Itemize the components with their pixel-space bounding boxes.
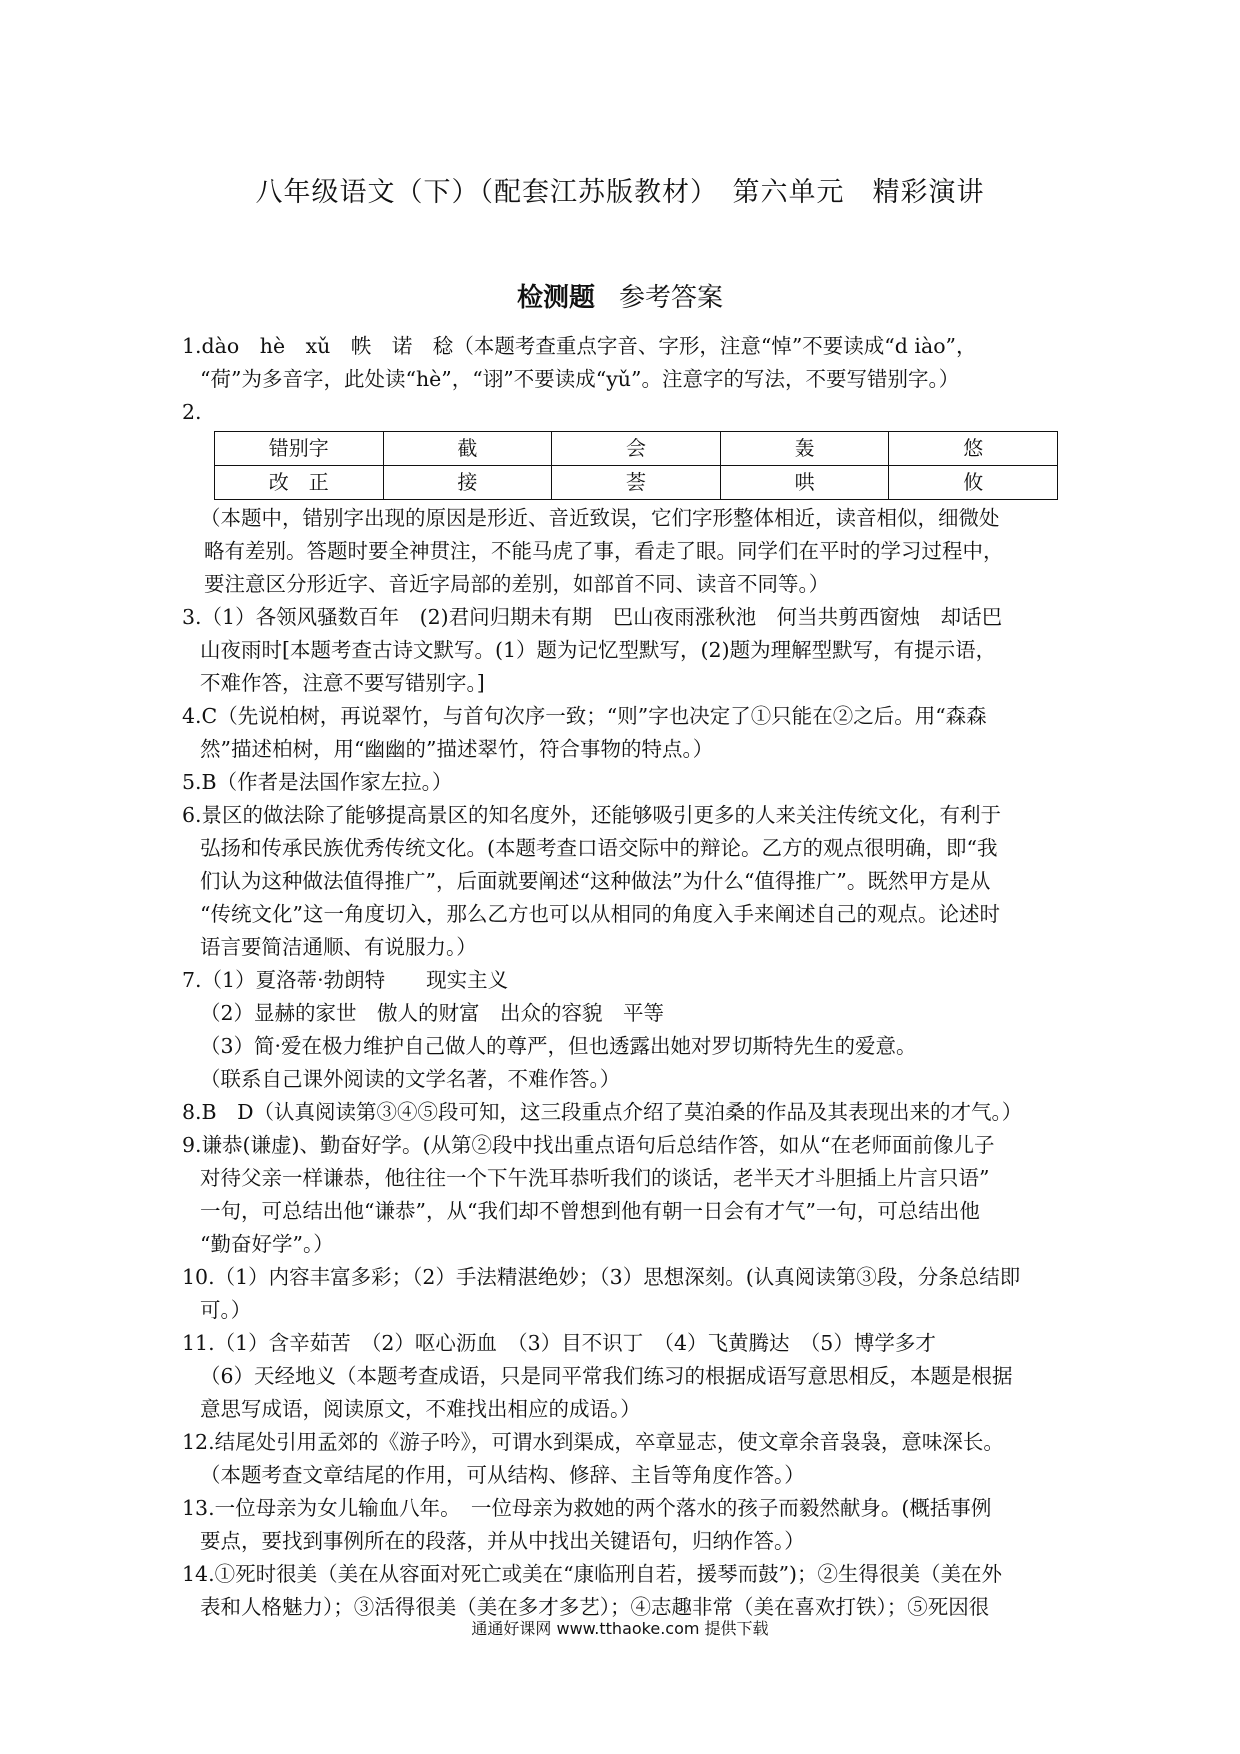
table-cell: 接	[383, 466, 552, 500]
table-cell: 悠	[889, 432, 1058, 466]
answers-body	[182, 330, 1062, 1624]
table-row	[215, 432, 1058, 466]
answer-2-note-3: 要注意区分形近字、音近字局部的差别，如部首不同、读音不同等。）	[204, 572, 830, 596]
answer-1-line-1: 1.dào hè xǔ 帙 诺 稔（本题考查重点字音、字形，注意“悼”不要读成“d iào”，	[182, 334, 977, 358]
answer-8-line-1: 8.B D（认真阅读第③④⑤段可知，这三段重点介绍了莫泊桑的作品及其表现出来的才气。）	[182, 1100, 1023, 1124]
subtitle-bold: 检测题	[516, 283, 595, 313]
table-cell: 截	[383, 432, 552, 466]
answer-9-line-2: 对待父亲一样谦恭，他往往一个下午洗耳恭听我们的谈话，老半天才斗胆插上片言只语”	[200, 1166, 990, 1190]
answer-6-line-4: “传统文化”这一角度切入，那么乙方也可以从相同的角度入手来阐述自己的观点。论述时	[200, 902, 1000, 926]
answer-7-line-4: （联系自己课外阅读的文学名著，不难作答。）	[200, 1067, 621, 1091]
answer-3-line-1: 3.（1）各领风骚数百年 (2)君问归期未有期 巴山夜雨涨秋池 何当共剪西窗烛 却话巴	[182, 605, 1003, 629]
table-cell: 哄	[720, 466, 889, 500]
table-cell: 错别字	[215, 432, 384, 466]
answer-5-line-1: 5.B（作者是法国作家左拉。）	[182, 770, 453, 794]
answer-6-line-5: 语言要简洁通顺、有说服力。）	[200, 935, 477, 959]
answer-6-line-1: 6.景区的做法除了能够提高景区的知名度外，还能够吸引更多的人来关注传统文化，有利于	[182, 803, 1002, 827]
answer-12-line-2: （本题考查文章结尾的作用，可从结构、修辞、主旨等角度作答。）	[200, 1463, 805, 1487]
answer-10-line-1: 10.（1）内容丰富多彩；（2）手法精湛绝妙；（3）思想深刻。(认真阅读第③段，分条总结即	[182, 1265, 1021, 1289]
subtitle-rest: 参考答案	[619, 283, 724, 313]
footer-source: 通通好课网 www.tthaoke.com 提供下载	[471, 1619, 769, 1638]
answer-11-line-3: 意思写成语，阅读原文，不难找出相应的成语。）	[200, 1397, 641, 1421]
answer-7-line-3: （3）简·爱在极力维护自己做人的尊严，但也透露出她对罗切斯特先生的爱意。	[200, 1034, 917, 1058]
answer-9-line-3: 一句，可总结出他“谦恭”，从“我们却不曾想到他有朝一日会有才气”一句，可总结出他	[200, 1199, 980, 1223]
answer-11-line-1: 11.（1）含辛茹苦 （2）呕心沥血 （3）目不识丁 （4）飞黄腾达 （5）博学多才	[182, 1331, 936, 1355]
answer-6-line-3: 们认为这种做法值得推广”，后面就要阐述“这种做法”为什么“值得推广”。既然甲方是从	[200, 869, 991, 893]
table-cell: 会	[552, 432, 721, 466]
page-title: 八年级语文（下）（配套江苏版教材） 第六单元 精彩演讲	[255, 177, 985, 208]
answer-3-line-2: 山夜雨时[本题考查古诗文默写。(1）题为记忆型默写，(2)题为理解型默写，有提示语，	[200, 638, 997, 662]
answer-14-line-1: 14.①死时很美（美在从容面对死亡或美在“康临刑自若，援琴而鼓”)；②生得很美（美在外	[182, 1562, 1003, 1586]
answer-9-line-4: “勤奋好学”。）	[200, 1232, 334, 1256]
table-row	[215, 466, 1058, 500]
answer-4-line-1: 4.C（先说柏树，再说翠竹，与首句次序一致；“则”字也决定了①只能在②之后。用“森森	[182, 704, 987, 728]
table-cell: 改 正	[215, 466, 384, 500]
answer-11-line-2: （6）天经地义（本题考查成语，只是同平常我们练习的根据成语写意思相反，本题是根据	[200, 1364, 1013, 1388]
answer-2-label: 2.	[182, 400, 202, 424]
answer-13-line-1: 13.一位母亲为女儿输血八年。 一位母亲为救她的两个落水的孩子而毅然献身。(概括事例	[182, 1496, 992, 1520]
answer-2-note-2: 略有差别。答题时要全神贯注，不能马虎了事，看走了眼。同学们在平时的学习过程中，	[204, 539, 1004, 563]
answer-1-line-2: “荷”为多音字，此处读“hè”，“诩”不要读成“yǔ”。注意字的写法，不要写错别字。）	[200, 367, 960, 391]
answer-7-line-2: （2）显赫的家世 傲人的财富 出众的容貌 平等	[200, 1001, 665, 1025]
answer-9-line-1: 9.谦恭(谦虚)、勤奋好学。(从第②段中找出重点语句后总结作答，如从“在老师面前像儿子	[182, 1133, 995, 1157]
table-cell: 荟	[552, 466, 721, 500]
answer-10-line-2: 可。）	[200, 1298, 252, 1322]
answer-12-line-1: 12.结尾处引用孟郊的《游子吟》，可谓水到渠成，卒章显志，使文章余音袅袅，意味深长。	[182, 1430, 1004, 1454]
answer-13-line-2: 要点，要找到事例所在的段落，并从中找出关键语句，归纳作答。）	[200, 1529, 805, 1553]
answer-2-note-1: （本题中，错别字出现的原因是形近、音近致误，它们字形整体相近，读音相似，细微处	[200, 506, 1000, 530]
answer-4-line-2: 然”描述柏树，用“幽幽的”描述翠竹，符合事物的特点。）	[200, 737, 714, 761]
answer-6-line-2: 弘扬和传承民族优秀传统文化。(本题考查口语交际中的辩论。乙方的观点很明确，即“我	[200, 836, 998, 860]
answer-3-line-3: 不难作答，注意不要写错别字。]	[200, 671, 485, 695]
answer-7-line-1: 7.（1）夏洛蒂·勃朗特 现实主义	[182, 968, 509, 992]
page-subtitle	[0, 277, 1240, 314]
table-cell: 攸	[889, 466, 1058, 500]
answer-14-line-2: 表和人格魅力）；③活得很美（美在多才多艺）；④志趣非常（美在喜欢打铁）；⑤死因很	[200, 1595, 990, 1619]
table-cell: 轰	[720, 432, 889, 466]
correction-table	[214, 431, 1058, 500]
